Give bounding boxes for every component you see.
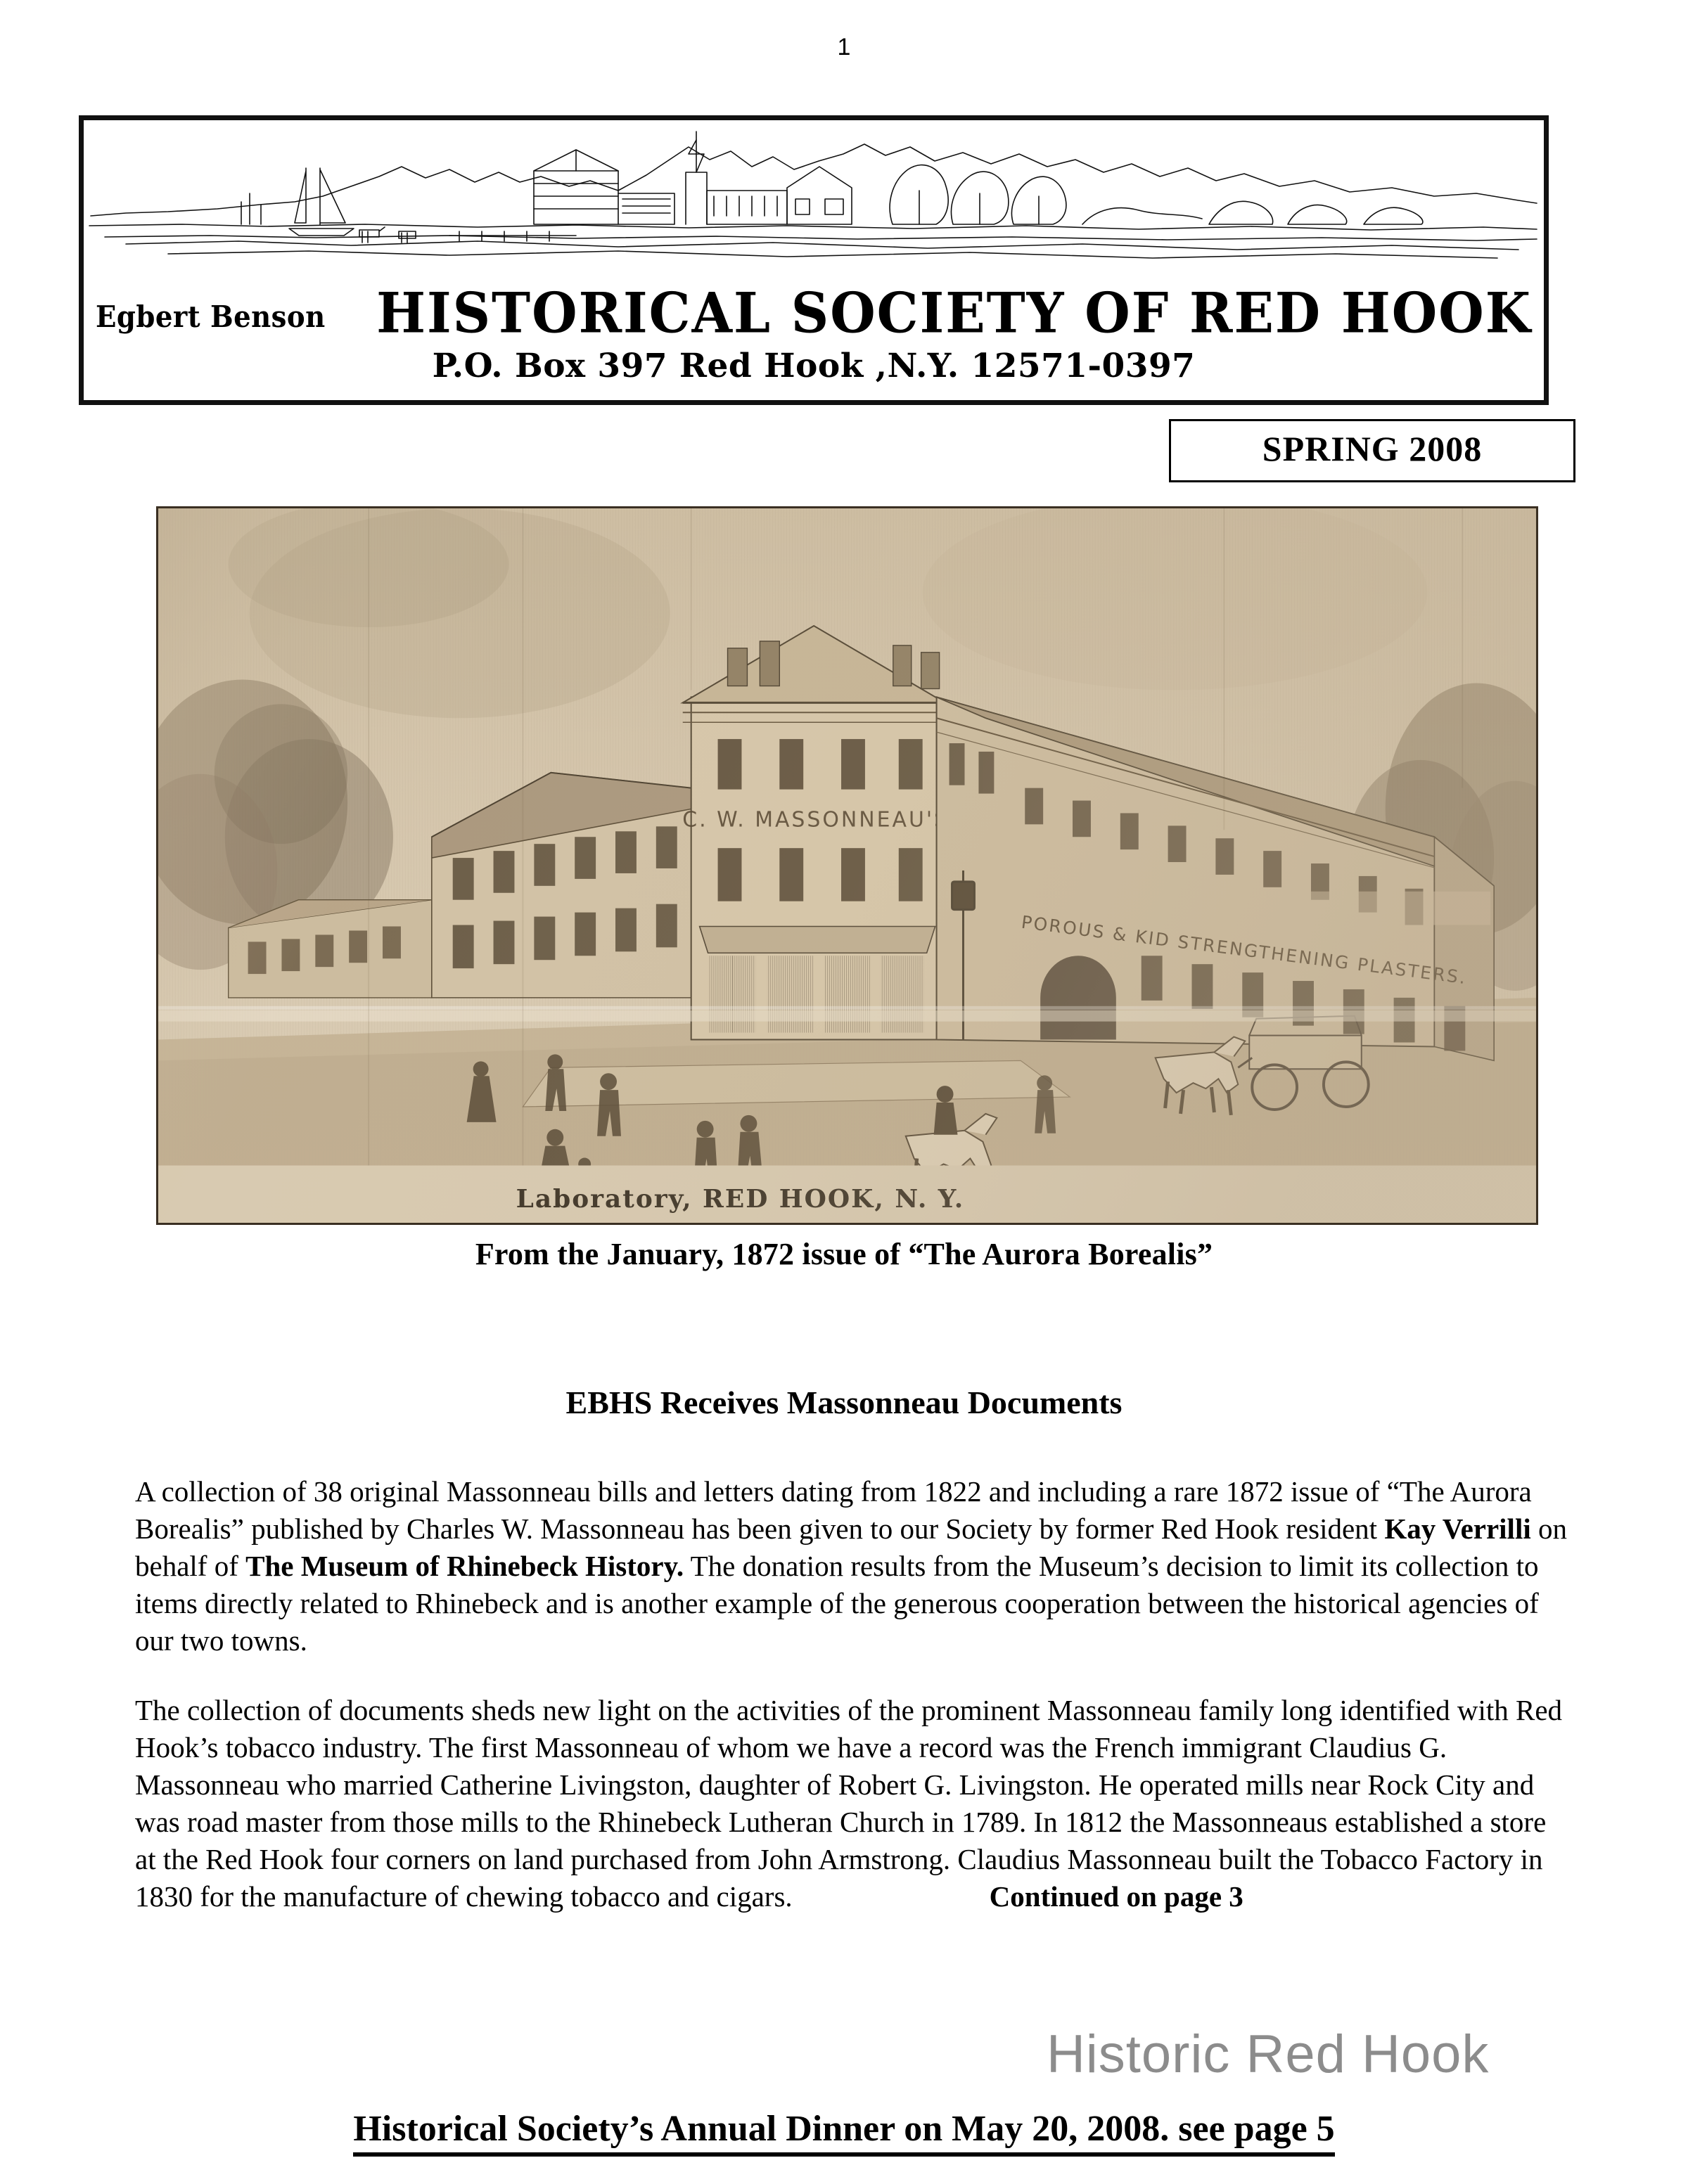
engraving-artwork [158,508,1536,1223]
masthead-title: HISTORICAL SOCIETY OF RED HOOK [376,281,1533,346]
donor-name: Kay Verrilli [1384,1512,1531,1545]
masthead-address: P.O. Box 397 Red Hook ,N.Y. 12571-0397 [432,347,1196,385]
paragraph1-part2: on behalf of [135,1512,1567,1582]
watermark-historic-red-hook: Historic Red Hook [1047,2024,1490,2084]
masthead-title-line [84,283,1544,344]
continued-on-page: Continued on page 3 [989,1880,1243,1913]
article-body [125,1473,1571,1915]
issue-season-box [1169,419,1575,482]
issue-season-label: SPRING 2008 [1262,429,1483,468]
masthead-banner [79,115,1549,405]
paragraph1-part1: A collection of 38 original Massonneau bills and letters dating from 1822 and including a rare 1872 issue of “The Aurora Borealis” published by Charles W. Massonneau has been given to our Society by former Red Hook resident [135,1475,1532,1545]
village-skyline-icon [84,126,1544,281]
article-headline: EBHS Receives Massonneau Documents [565,1385,1123,1420]
page-number: 1 [837,34,851,60]
massonneau-laboratory-engraving [156,506,1538,1225]
footer-banner [0,2108,1688,2157]
masthead-subtitle: Egbert Benson [95,300,326,334]
paragraph1-part3: The donation results from the Museum’s decision to limit its collection to items directly related to Rhinebeck and is another example of the generous cooperation between the historical agencies of our two towns. [135,1550,1539,1657]
museum-name: The Museum of Rhinebeck History. [245,1550,684,1582]
paragraph2-text: The collection of documents sheds new light on the activities of the prominent Massonneau family long identified with Red Hook’s tobacco industry. The first Massonneau of whom we have a record was the French immigrant Claudius G. Massonneau who married Catherine Livingston, daughter of Robert G. Livingston. He operated mills near Rock City and was road master from those mills to the Rhinebeck Lutheran Church in 1789. In 1812 the Massonneaus established a store at the Red Hook four corners on land purchased from John Armstrong. Claudius Massonneau built the Tobacco Factory in 1830 for the manufacture of chewing tobacco and cigars. [135,1694,1563,1913]
article-paragraph-1 [125,1473,1571,1659]
figure-caption: From the January, 1872 issue of “The Aurora Borealis” [475,1237,1213,1271]
article-paragraph-2 [125,1692,1571,1915]
footer-announcement: Historical Society’s Annual Dinner on May 20, 2008. see page 5 [353,2108,1334,2157]
